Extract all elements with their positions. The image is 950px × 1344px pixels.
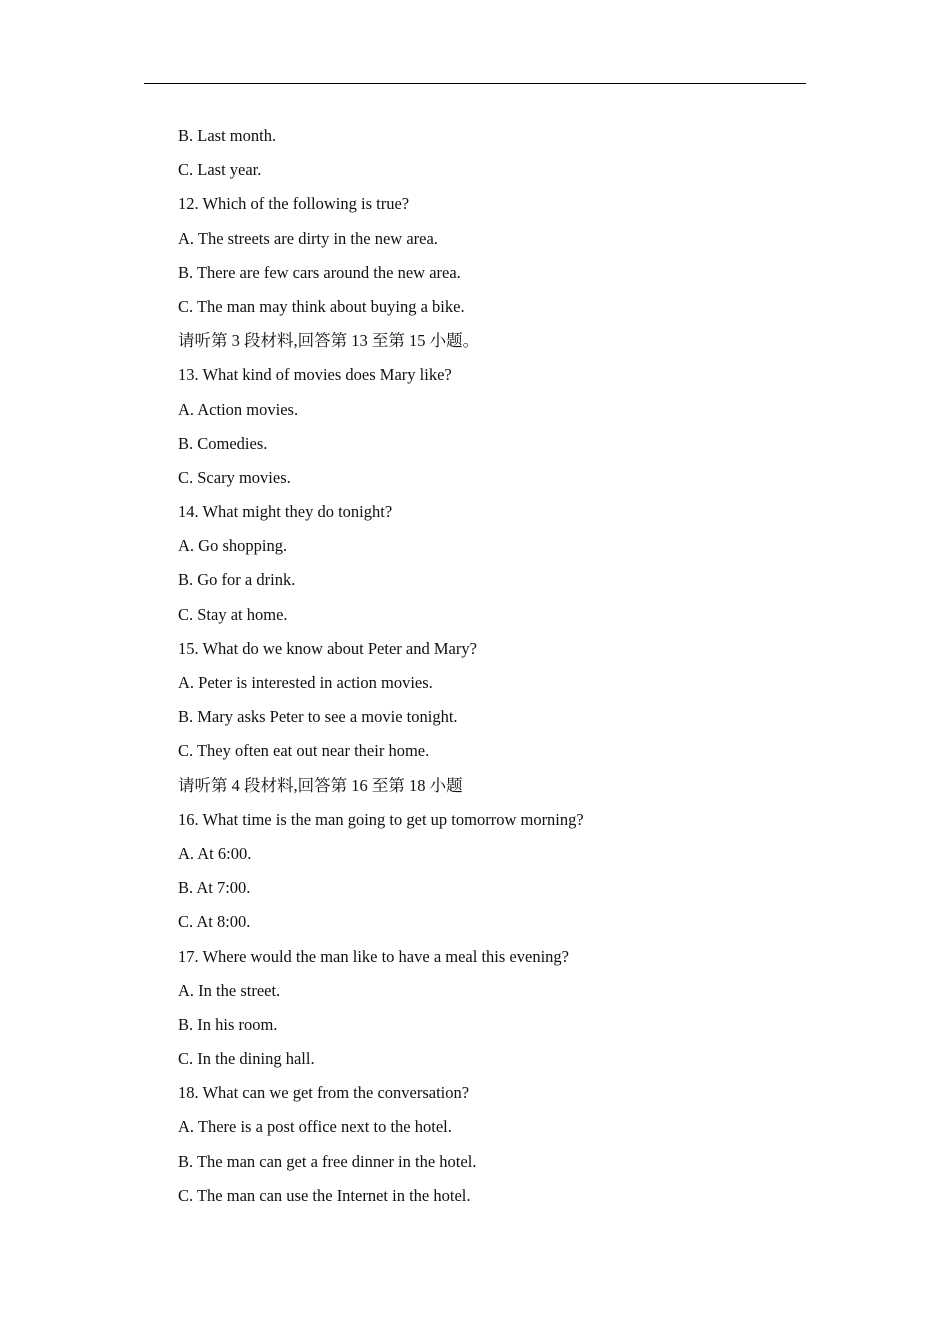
option-16c: C. At 8:00. [178, 912, 251, 932]
question-18: 18. What can we get from the conversation? [178, 1083, 470, 1103]
question-16: 16. What time is the man going to get up tomorrow morning? [178, 809, 584, 829]
option-12b: B. There are few cars around the new area. [178, 262, 461, 282]
option-16a: A. At 6:00. [178, 843, 252, 863]
option-12c: C. The man may think about buying a bike. [178, 296, 465, 316]
option-15a: A. Peter is interested in action movies. [178, 673, 433, 692]
question-13: 13. What kind of movies does Mary like? [178, 365, 452, 385]
question-17: 17. Where would the man like to have a meal this evening? [178, 946, 569, 966]
section-instruction-3: 请听第 3 段材料,回答第 13 至第 15 小题。 [178, 331, 480, 351]
option-18a: A. There is a post office next to the hotel. [178, 1117, 452, 1137]
option-11b: B. Last month. [178, 126, 277, 145]
option-11c: C. Last year. [178, 160, 262, 180]
question-12: 12. Which of the following is true? [178, 194, 410, 214]
section-instruction-4: 请听第 4 段材料,回答第 16 至第 18 小题 [178, 775, 463, 795]
question-14: 14. What might they do tonight? [178, 502, 393, 522]
option-17a: A. In the street. [178, 980, 281, 1000]
question-15: 15. What do we know about Peter and Mary? [178, 638, 477, 658]
document-body [178, 125, 798, 1219]
option-12a: A. The streets are dirty in the new area. [178, 228, 438, 248]
option-17c: C. In the dining hall. [178, 1049, 315, 1069]
option-13c: C. Scary movies. [178, 467, 291, 487]
option-13b: B. Comedies. [178, 433, 268, 453]
header-rule [144, 83, 806, 84]
option-18b: B. The man can get a free dinner in the hotel. [178, 1151, 477, 1171]
option-14c: C. Stay at home. [178, 604, 288, 624]
option-18c: C. The man can use the Internet in the hotel. [178, 1185, 471, 1205]
option-13a: A. Action movies. [178, 399, 299, 419]
option-14b: B. Go for a drink. [178, 570, 296, 590]
option-14a: A. Go shopping. [178, 536, 288, 556]
option-16b: B. At 7:00. [178, 878, 251, 898]
option-15b: B. Mary asks Peter to see a movie tonight. [178, 707, 458, 727]
option-15c: C. They often eat out near their home. [178, 741, 430, 761]
option-17b: B. In his room. [178, 1014, 278, 1034]
